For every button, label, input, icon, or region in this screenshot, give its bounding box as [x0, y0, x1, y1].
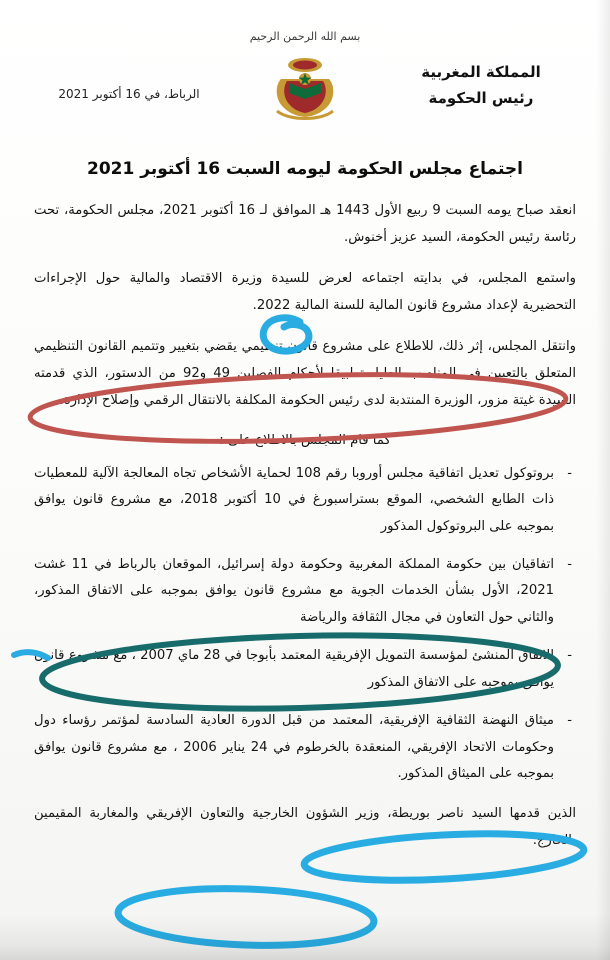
list-item: - بروتوكول تعديل اتفاقية مجلس أوروبا رقم 108 لحماية الأشخاص تجاه المعالجة الآلية للمعطيات ذات الطابع الشخصي، الموقع بستراسبورغ في 10 أكتوبر 2018، مع مشروع قانون يوافق بموجبه على البروتوكول المذكور: [34, 461, 576, 540]
kingdom-heading: [386, 49, 576, 112]
basmala-line: بسم الله الرحمن الرحيم: [249, 30, 361, 43]
kingdom-name: المملكة المغربية: [421, 63, 541, 81]
letterhead: [34, 49, 576, 129]
list-item: - اتفاقيان بين حكومة المملكة المغربية وحكومة دولة إسرائيل، الموقعان بالرباط في 11 غشت 2021، الأول بشأن الخدمات الجوية مع مشروع قانون يوافق بموجبه على الاتفاق المذكور، والثاني حول التعاون في مجال الثقافة والرياضة: [34, 552, 576, 631]
agenda-list: [34, 461, 576, 787]
head-of-government-label: رئيس الحكومة: [428, 89, 534, 108]
paragraph-2: واستمع المجلس، في بدايته اجتماعه لعرض للسيدة وزيرة الاقتصاد والمالية حول الإجراءات التحضيرية لإعداد مشروع قانون المالية للسنة المالية 2022.: [34, 271, 576, 314]
list-item: - الاتفاق المنشئ لمؤسسة التمويل الإفريقية المعتمد بأبوجا في 28 ماي 2007 ، مع مشروع قانون يوافق بموجبه على الاتفاق المذكور: [34, 643, 576, 696]
page-title: اجتماع مجلس الحكومة ليومه السبت 16 أكتوبر 2021: [87, 159, 523, 179]
morocco-coat-of-arms-icon: [265, 49, 345, 129]
list-item: - ميثاق النهضة الثقافية الإفريقية، المعتمد من قبل الدورة العادية السادسة لمؤتمر رؤساء دول وحكومات الاتحاد الإفريقي، المنعقدة بالخرطوم في 24 يناير 2006 ، مع مشروع قانون يوافق بموجبه على الميثاق المذكور.: [34, 708, 576, 787]
paragraph-1: انعقد صباح يومه السبت 9 ربيع الأول 1443 هـ الموافق لـ 16 أكتوبر 2021، مجلس الحكومة، تحت رئاسة رئيس الحكومة، السيد عزيز أخنوش.: [34, 203, 576, 246]
paragraph-3: وانتقل المجلس، إثر ذلك، للاطلاع على مشروع قانون تنظيمي يقضي بتغيير وتتميم القانون التنظيمي المتعلق بالتعيين في المناصب العليا، تطبيقا لأحكام الفصلين 49 و92 من الدستور، الذي قدمته السيدة غيتة مزور، الوزيرة المنتدبة لدى رئيس الحكومة المكلفة بالانتقال الرقمي وإصلاح الإدارة.: [34, 339, 576, 409]
list-intro: كما قام المجلس بالاطلاع على :: [219, 433, 391, 449]
closing-paragraph: الذين قدمها السيد ناصر بوريطة، وزير الشؤون الخارجية والتعاون الإفريقي والمغاربة المقيمين بالخارج.: [34, 806, 576, 848]
date-line: الرباط، في 16 أكتوبر 2021: [58, 87, 200, 101]
